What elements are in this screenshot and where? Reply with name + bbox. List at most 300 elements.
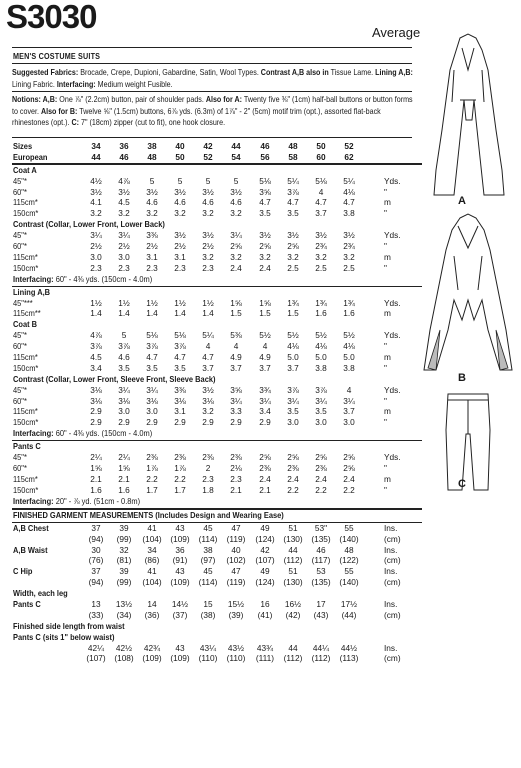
chart-cell: 5⅛ bbox=[315, 175, 327, 186]
chart-row bbox=[12, 417, 422, 428]
fabrics-text: Brocade, Crepe, Dupioni, Gabardine, Satin, Wool Types. bbox=[78, 67, 261, 77]
chart-cell: 2⅝ bbox=[287, 452, 299, 463]
chart-cell: 2.4 bbox=[259, 262, 271, 273]
chart-cell: 3½ bbox=[90, 186, 102, 197]
chart-row bbox=[12, 485, 422, 496]
chart-cell: 2.1 bbox=[230, 484, 242, 495]
chart-cell: 1¾ bbox=[343, 297, 355, 308]
chart-cell: 4⅛ bbox=[315, 341, 327, 352]
chart-cell: (108) bbox=[114, 653, 134, 664]
chart-cell: 2.2 bbox=[315, 484, 327, 495]
fabrics-paragraph bbox=[12, 67, 414, 90]
row-label: Width, each leg bbox=[13, 588, 68, 599]
chart-cell: 40 bbox=[175, 141, 185, 151]
chart-cell: 38 bbox=[147, 141, 157, 151]
chart-cell: 13 bbox=[91, 598, 101, 609]
chart-cell: 3½ bbox=[315, 230, 327, 241]
notions-c-heading: C: bbox=[71, 117, 80, 127]
chart-cell: 44 bbox=[288, 642, 298, 653]
chart-cell: (112) bbox=[283, 555, 303, 566]
chart-cell: 5.0 bbox=[287, 352, 299, 363]
chart-cell: 3.0 bbox=[343, 417, 355, 428]
chart-cell: 13½ bbox=[115, 598, 133, 609]
chart-cell: 3.2 bbox=[259, 251, 271, 262]
chart-cell: 52 bbox=[203, 151, 213, 162]
row-label: 45"* bbox=[13, 384, 27, 395]
chart-cell: 3.7 bbox=[315, 208, 327, 219]
chart-cell: 1⅝ bbox=[118, 463, 130, 474]
chart-cell: 1¾ bbox=[287, 297, 299, 308]
chart-row bbox=[12, 208, 422, 219]
chart-cell: 4⅞ bbox=[118, 175, 130, 186]
chart-cell: (42) bbox=[285, 609, 301, 620]
chart-row bbox=[12, 308, 422, 319]
chart-cell: (34) bbox=[116, 609, 132, 620]
chart-row bbox=[12, 241, 422, 252]
chart-cell: 4 bbox=[262, 341, 268, 352]
interfacing-value: 60" - 4⅜ yds. (150cm - 4.0m) bbox=[53, 273, 153, 284]
chart-cell: (111) bbox=[255, 653, 275, 664]
chart-row bbox=[12, 252, 422, 263]
chart-cell: 3¼ bbox=[146, 384, 158, 395]
chart-cell: 55 bbox=[344, 522, 354, 533]
chart-cell: 2⅝ bbox=[259, 241, 271, 252]
notions-b-heading: Also for B: bbox=[40, 105, 78, 116]
chart-cell: 2.3 bbox=[202, 473, 214, 484]
chart-cell: 15½ bbox=[227, 598, 245, 609]
chart-cell: 2.9 bbox=[230, 417, 242, 428]
chart-cell: 2.9 bbox=[90, 417, 102, 428]
notions-c-text: 7" (18cm) zipper (cut to fit), one hook closure. bbox=[79, 117, 226, 127]
chart-row bbox=[12, 653, 422, 664]
chart-cell: 4.7 bbox=[146, 352, 158, 363]
chart-cell: 3¼ bbox=[90, 230, 102, 241]
chart-cell: 2¼ bbox=[90, 452, 102, 463]
chart-cell: (39) bbox=[228, 609, 244, 620]
fit-label: Average bbox=[372, 25, 421, 40]
chart-cell: 2 bbox=[205, 463, 211, 474]
chart-cell: 5¼ bbox=[287, 175, 299, 186]
row-label: 150cm* bbox=[13, 262, 39, 273]
chart-cell: (37) bbox=[172, 609, 188, 620]
yardage-chart bbox=[12, 141, 422, 664]
chart-cell: 1⅞ bbox=[174, 463, 186, 474]
unit-label: m bbox=[384, 473, 391, 484]
chart-cell: 3.4 bbox=[259, 406, 271, 417]
chart-row bbox=[12, 441, 422, 452]
chart-row bbox=[12, 274, 422, 287]
chart-cell: 5½ bbox=[287, 330, 299, 341]
chart-cell: 2.9 bbox=[259, 417, 271, 428]
chart-cell: 3¼ bbox=[315, 395, 327, 406]
chart-cell: (104) bbox=[142, 577, 162, 588]
chart-cell: 4.6 bbox=[174, 197, 186, 208]
row-label: Pants C bbox=[13, 441, 41, 452]
chart-cell: 49 bbox=[260, 522, 270, 533]
chart-cell: 2⅛ bbox=[230, 463, 242, 474]
chart-cell: 4.5 bbox=[90, 352, 102, 363]
chart-cell: 16 bbox=[260, 598, 270, 609]
chart-cell: 3.7 bbox=[230, 362, 242, 373]
chart-cell: 3.2 bbox=[202, 251, 214, 262]
row-label: 150cm* bbox=[13, 208, 39, 219]
chart-cell: (109) bbox=[170, 533, 190, 544]
row-label bbox=[13, 274, 152, 284]
chart-cell: 2⅝ bbox=[287, 241, 299, 252]
chart-cell: 3⅞ bbox=[146, 341, 158, 352]
chart-cell: 2.9 bbox=[146, 417, 158, 428]
chart-row bbox=[12, 555, 422, 566]
chart-cell: 2.9 bbox=[174, 417, 186, 428]
chart-cell: 3.4 bbox=[90, 362, 102, 373]
chart-cell: 45 bbox=[203, 522, 213, 533]
chart-cell: 3.0 bbox=[118, 251, 130, 262]
chart-cell: 3⅜ bbox=[174, 384, 186, 395]
chart-cell: (107) bbox=[255, 555, 275, 566]
chart-cell: 3.2 bbox=[202, 208, 214, 219]
row-label: 45"* bbox=[13, 230, 27, 241]
chart-cell: 44 bbox=[288, 544, 298, 555]
chart-cell: 44½ bbox=[340, 642, 358, 653]
chart-cell: 2⅜ bbox=[315, 463, 327, 474]
row-label: 60"* bbox=[13, 186, 27, 197]
unit-label: Ins. bbox=[384, 598, 398, 609]
chart-row bbox=[12, 287, 422, 298]
chart-cell: 3⅞ bbox=[315, 384, 327, 395]
chart-cell: 36 bbox=[119, 141, 129, 151]
chart-row bbox=[12, 452, 422, 463]
chart-cell: 1⅝ bbox=[90, 463, 102, 474]
chart-cell: 3½ bbox=[202, 230, 214, 241]
chart-cell: 3.1 bbox=[174, 251, 186, 262]
chart-cell: 3¼ bbox=[230, 395, 242, 406]
chart-cell: 5⅛ bbox=[146, 330, 158, 341]
chart-cell: 1⅝ bbox=[259, 297, 271, 308]
chart-cell: 50 bbox=[316, 141, 326, 151]
chart-cell: 1½ bbox=[174, 297, 186, 308]
row-label: FINISHED GARMENT MEASUREMENTS (Includes Design and Wearing Ease) bbox=[13, 509, 284, 520]
chart-cell: 2.1 bbox=[259, 484, 271, 495]
chart-cell: (94) bbox=[88, 577, 104, 588]
chart-cell: (124) bbox=[255, 533, 275, 544]
chart-cell: 1⅝ bbox=[230, 297, 242, 308]
chart-cell: 5¼ bbox=[202, 330, 214, 341]
row-label: Lining A,B bbox=[13, 286, 51, 297]
chart-cell: 2½ bbox=[146, 241, 158, 252]
chart-cell: 1⅞ bbox=[146, 463, 158, 474]
chart-cell: 5½ bbox=[343, 330, 355, 341]
chart-cell: 2¾ bbox=[315, 241, 327, 252]
chart-cell: 3¼ bbox=[343, 395, 355, 406]
unit-label: " bbox=[384, 186, 387, 197]
pattern-number: S3030 bbox=[6, 0, 97, 35]
chart-cell: 30 bbox=[91, 544, 101, 555]
interfacing-label: Interfacing: bbox=[13, 428, 54, 439]
notions-text: One ⅞" (2.2cm) button, pair of shoulder pads. bbox=[57, 94, 206, 104]
chart-cell: 3.2 bbox=[90, 208, 102, 219]
chart-cell: (94) bbox=[88, 533, 104, 544]
chart-cell: 2½ bbox=[202, 241, 214, 252]
chart-cell: 37 bbox=[91, 566, 101, 577]
unit-label: Ins. bbox=[384, 642, 398, 653]
chart-row bbox=[12, 319, 422, 330]
row-label: 115cm* bbox=[13, 197, 38, 208]
chart-cell: 3.5 bbox=[287, 406, 299, 417]
contrast-text: Tissue Lame. bbox=[328, 67, 376, 77]
chart-cell: (119) bbox=[226, 577, 246, 588]
chart-cell: 3¼ bbox=[118, 384, 130, 395]
chart-cell: 40 bbox=[231, 544, 241, 555]
chart-row bbox=[12, 352, 422, 363]
chart-cell: 3¾ bbox=[259, 384, 271, 395]
interfacing-value: 60" - 4⅜ yds. (150cm - 4.0m) bbox=[53, 428, 153, 439]
chart-cell: 34 bbox=[91, 141, 101, 151]
chart-cell: 4⅞ bbox=[90, 330, 102, 341]
chart-cell: 3¼ bbox=[230, 230, 242, 241]
chart-cell: 5.0 bbox=[343, 352, 355, 363]
chart-row bbox=[12, 164, 422, 176]
chart-cell: 41 bbox=[147, 522, 157, 533]
chart-cell: 2.5 bbox=[343, 262, 355, 273]
chart-cell: 3½ bbox=[174, 186, 186, 197]
chart-cell: 3.2 bbox=[343, 251, 355, 262]
chart-cell: 3.0 bbox=[146, 406, 158, 417]
chart-cell: (76) bbox=[88, 555, 104, 566]
chart-cell: 1.8 bbox=[202, 484, 214, 495]
chart-cell: 56 bbox=[260, 151, 270, 162]
row-label: 115cm* bbox=[13, 406, 38, 417]
chart-cell: 3½ bbox=[146, 186, 158, 197]
chart-cell: 46 bbox=[119, 151, 129, 162]
chart-cell: 3¼ bbox=[259, 395, 271, 406]
row-label: A,B Chest bbox=[13, 522, 49, 533]
chart-cell: 4.7 bbox=[202, 352, 214, 363]
unit-label: " bbox=[384, 208, 387, 219]
row-label: 60"* bbox=[13, 463, 27, 474]
chart-row bbox=[12, 610, 422, 621]
chart-cell: 3.2 bbox=[118, 208, 130, 219]
chart-cell: 2.1 bbox=[90, 473, 102, 484]
unit-label: " bbox=[384, 341, 387, 352]
chart-cell: 3½ bbox=[174, 230, 186, 241]
chart-cell: 4½ bbox=[90, 175, 102, 186]
row-label: Pants C bbox=[13, 598, 41, 609]
unit-label: Yds. bbox=[384, 330, 401, 341]
unit-label: m bbox=[384, 406, 391, 417]
chart-cell: 2.4 bbox=[230, 262, 242, 273]
chart-cell: 1.7 bbox=[174, 484, 186, 495]
chart-cell: 2¼ bbox=[118, 452, 130, 463]
row-label: 115cm* bbox=[13, 473, 38, 484]
chart-cell: 4 bbox=[205, 341, 211, 352]
row-label bbox=[13, 496, 140, 506]
chart-cell: 3.8 bbox=[315, 362, 327, 373]
chart-cell: 43 bbox=[175, 522, 185, 533]
unit-label: " bbox=[384, 484, 387, 495]
chart-cell: 44 bbox=[231, 141, 241, 151]
chart-cell: 3⅛ bbox=[202, 395, 214, 406]
chart-cell: 42 bbox=[203, 141, 213, 151]
chart-cell: 32 bbox=[119, 544, 129, 555]
unit-label: (cm) bbox=[384, 653, 401, 664]
chart-cell: 5 bbox=[233, 175, 239, 186]
chart-cell: 3.0 bbox=[287, 417, 299, 428]
chart-cell: 47 bbox=[231, 522, 241, 533]
chart-cell: (33) bbox=[88, 609, 104, 620]
figure-label-c: C bbox=[458, 478, 466, 490]
chart-cell: 5½ bbox=[259, 330, 271, 341]
chart-cell: 1.6 bbox=[343, 308, 355, 319]
chart-cell: 51 bbox=[288, 566, 298, 577]
row-label: Coat B bbox=[13, 319, 38, 330]
unit-label: Yds. bbox=[384, 297, 401, 308]
chart-cell: (110) bbox=[198, 653, 218, 664]
row-label: 60"* bbox=[13, 341, 27, 352]
chart-row bbox=[12, 197, 422, 208]
chart-row bbox=[12, 230, 422, 241]
chart-row bbox=[12, 643, 422, 654]
chart-row bbox=[12, 263, 422, 274]
chart-cell: (130) bbox=[283, 577, 303, 588]
chart-cell: 3.2 bbox=[174, 208, 186, 219]
chart-cell: 43¾ bbox=[256, 642, 274, 653]
chart-cell: 48 bbox=[147, 151, 157, 162]
chart-cell: (140) bbox=[339, 533, 359, 544]
chart-cell: 1.4 bbox=[118, 308, 130, 319]
chart-row bbox=[12, 588, 422, 599]
chart-cell: 1.6 bbox=[315, 308, 327, 319]
chart-cell: 54 bbox=[231, 151, 241, 162]
chart-row bbox=[12, 463, 422, 474]
chart-cell: 46 bbox=[316, 544, 326, 555]
fabrics-heading: Suggested Fabrics: bbox=[12, 67, 79, 77]
chart-cell: 4 bbox=[233, 341, 239, 352]
chart-cell: 34 bbox=[147, 544, 157, 555]
chart-cell: 17 bbox=[316, 598, 326, 609]
chart-row bbox=[12, 385, 422, 396]
chart-cell: 4 bbox=[346, 384, 352, 395]
chart-row bbox=[12, 428, 422, 441]
chart-cell: 52 bbox=[344, 141, 354, 151]
chart-cell: 4.6 bbox=[202, 197, 214, 208]
chart-row bbox=[12, 496, 422, 509]
chart-cell: 43 bbox=[175, 642, 185, 653]
chart-cell: 4.6 bbox=[118, 352, 130, 363]
chart-cell: 3⅜ bbox=[146, 230, 158, 241]
chart-cell: 17½ bbox=[340, 598, 358, 609]
chart-row bbox=[12, 509, 422, 523]
row-label: 150cm* bbox=[13, 362, 39, 373]
chart-cell: 53 bbox=[316, 566, 326, 577]
divider bbox=[12, 63, 412, 64]
chart-cell: 1½ bbox=[146, 297, 158, 308]
row-label: 45"* bbox=[13, 175, 27, 186]
chart-cell: 2⅜ bbox=[259, 463, 271, 474]
chart-cell: 42¾ bbox=[143, 642, 161, 653]
chart-cell: 5⅛ bbox=[174, 330, 186, 341]
unit-label: Yds. bbox=[384, 452, 401, 463]
chart-cell: (109) bbox=[170, 577, 190, 588]
chart-cell: 2½ bbox=[90, 241, 102, 252]
chart-cell: 2⅝ bbox=[230, 241, 242, 252]
chart-cell: 3⅛ bbox=[118, 395, 130, 406]
chart-cell: 4.7 bbox=[174, 352, 186, 363]
chart-cell: 3½ bbox=[202, 384, 214, 395]
chart-cell: 2.9 bbox=[118, 417, 130, 428]
row-label: 115cm* bbox=[13, 251, 38, 262]
row-label: Sizes bbox=[13, 141, 33, 151]
chart-cell: (38) bbox=[200, 609, 216, 620]
chart-row bbox=[12, 406, 422, 417]
chart-cell: 3.0 bbox=[118, 406, 130, 417]
lining-text: Lining Fabric. bbox=[12, 78, 57, 89]
chart-cell: 3½ bbox=[259, 230, 271, 241]
chart-row bbox=[12, 219, 422, 230]
chart-cell: (102) bbox=[226, 555, 246, 566]
chart-cell: 3½ bbox=[230, 186, 242, 197]
row-label: C Hip bbox=[13, 566, 33, 577]
chart-row bbox=[12, 577, 422, 588]
chart-cell: 1.6 bbox=[118, 484, 130, 495]
chart-cell: (114) bbox=[198, 577, 218, 588]
chart-cell: 5½ bbox=[315, 330, 327, 341]
chart-cell: (91) bbox=[172, 555, 188, 566]
chart-cell: 60 bbox=[316, 151, 326, 162]
chart-cell: 3⅛ bbox=[90, 384, 102, 395]
chart-cell: 3.5 bbox=[287, 208, 299, 219]
lining-heading: Lining A,B: bbox=[375, 67, 413, 77]
chart-cell: (114) bbox=[198, 533, 218, 544]
chart-cell: 3.0 bbox=[90, 251, 102, 262]
chart-cell: 3.2 bbox=[230, 208, 242, 219]
chart-cell: (140) bbox=[339, 577, 359, 588]
chart-cell: 2½ bbox=[174, 241, 186, 252]
chart-cell: 39 bbox=[119, 566, 129, 577]
chart-cell: (36) bbox=[144, 609, 160, 620]
notions-paragraph bbox=[12, 94, 414, 129]
chart-cell: 4.7 bbox=[343, 197, 355, 208]
chart-row bbox=[12, 599, 422, 610]
section-title: MEN'S COSTUME SUITS bbox=[13, 52, 101, 61]
chart-cell: 5 bbox=[149, 175, 155, 186]
chart-cell: 2¾ bbox=[343, 241, 355, 252]
chart-cell: 3.7 bbox=[287, 362, 299, 373]
chart-cell: 3¼ bbox=[118, 230, 130, 241]
chart-row bbox=[12, 474, 422, 485]
chart-cell: 3⅞ bbox=[118, 341, 130, 352]
chart-row bbox=[12, 176, 422, 187]
chart-cell: 43¼ bbox=[199, 642, 217, 653]
chart-cell: 2.2 bbox=[146, 473, 158, 484]
chart-cell: 4 bbox=[318, 186, 324, 197]
chart-cell: 3.5 bbox=[315, 406, 327, 417]
chart-cell: 3.7 bbox=[202, 362, 214, 373]
chart-cell: 1½ bbox=[90, 297, 102, 308]
row-label: 60"* bbox=[13, 241, 27, 252]
chart-cell: 3.2 bbox=[146, 208, 158, 219]
chart-cell: 1.6 bbox=[90, 484, 102, 495]
chart-cell: 42½ bbox=[115, 642, 133, 653]
chart-cell: 3½ bbox=[118, 186, 130, 197]
chart-cell: 2⅜ bbox=[146, 452, 158, 463]
chart-cell: 2.4 bbox=[287, 473, 299, 484]
chart-cell: 3.5 bbox=[174, 362, 186, 373]
chart-cell: 53" bbox=[314, 522, 328, 533]
chart-cell: 48 bbox=[288, 141, 298, 151]
divider bbox=[12, 91, 412, 92]
chart-cell: 2⅜ bbox=[230, 452, 242, 463]
chart-cell: 50 bbox=[175, 151, 185, 162]
